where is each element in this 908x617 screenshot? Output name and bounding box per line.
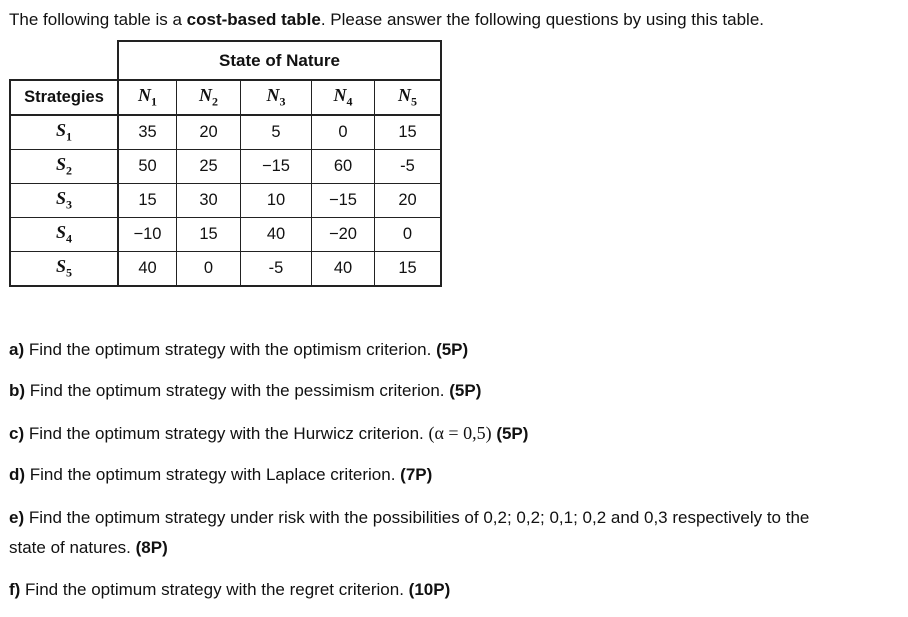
- cell: 25: [177, 150, 241, 184]
- cell: 20: [375, 184, 442, 218]
- table-row-s5: [10, 252, 441, 287]
- cell: 40: [241, 218, 312, 252]
- cell: -5: [241, 252, 312, 287]
- cell: 40: [118, 252, 177, 287]
- table-row-s1: [10, 115, 441, 150]
- cell: 0: [312, 115, 375, 150]
- row-label-s1: $S_1$: [10, 115, 118, 150]
- col-header-n1: $N_1$: [118, 80, 177, 115]
- table-row-s2: [10, 150, 441, 184]
- cost-table: [9, 40, 442, 287]
- state-of-nature-header: State of Nature: [118, 41, 441, 80]
- intro-text: [9, 10, 764, 30]
- cell: 5: [241, 115, 312, 150]
- cell: −20: [312, 218, 375, 252]
- row-label-s5: $S_5$: [10, 252, 118, 287]
- strategies-header: Strategies: [10, 80, 118, 115]
- table-row-s3: [10, 184, 441, 218]
- row-label-s4: $S_4$: [10, 218, 118, 252]
- col-header-n5: $N_5$: [375, 80, 442, 115]
- cell: 10: [241, 184, 312, 218]
- cell: −15: [312, 184, 375, 218]
- corner-blank: [10, 41, 118, 80]
- intro-bold: cost-based table: [186, 10, 321, 29]
- intro-before: The following table is a: [9, 10, 187, 29]
- question-f: f) Find the optimum strategy with the regret criterion. (10P): [9, 580, 451, 599]
- group-header-row: [10, 41, 441, 80]
- row-label-s2: $S_2$: [10, 150, 118, 184]
- intro-after: . Please answer the following questions by using this table.: [320, 10, 765, 29]
- cell: 30: [177, 184, 241, 218]
- question-e: e) Find the optimum strategy under risk with the possibilities of 0,2; 0,2; 0,1; 0,2 and 0,3 respectively to the: [9, 508, 810, 527]
- cell: −10: [118, 218, 177, 252]
- cell: 0: [375, 218, 442, 252]
- row-label-s3: $S_3$: [10, 184, 118, 218]
- cell: 35: [118, 115, 177, 150]
- question-c: c) Find the optimum strategy with the Hurwicz criterion. (α = 0,5) (5P): [9, 423, 529, 443]
- cell: −15: [241, 150, 312, 184]
- question-b: b) Find the optimum strategy with the pessimism criterion. (5P): [9, 381, 482, 400]
- cell: 15: [375, 115, 442, 150]
- cell: 15: [177, 218, 241, 252]
- question-e-continued: state of natures. (8P): [9, 538, 168, 557]
- hurwicz-alpha: (α = 0,5): [428, 423, 492, 443]
- cell: 50: [118, 150, 177, 184]
- column-header-row: [10, 80, 441, 115]
- cell: 40: [312, 252, 375, 287]
- question-d: d) Find the optimum strategy with Laplace criterion. (7P): [9, 465, 433, 484]
- col-header-n4: $N_4$: [312, 80, 375, 115]
- cell: 0: [177, 252, 241, 287]
- col-header-n2: $N_2$: [177, 80, 241, 115]
- cell: 60: [312, 150, 375, 184]
- col-header-n3: $N_3$: [241, 80, 312, 115]
- cell: 15: [375, 252, 442, 287]
- table-row-s4: [10, 218, 441, 252]
- question-a: a) Find the optimum strategy with the optimism criterion. (5P): [9, 340, 469, 359]
- cell: -5: [375, 150, 442, 184]
- cell: 15: [118, 184, 177, 218]
- cell: 20: [177, 115, 241, 150]
